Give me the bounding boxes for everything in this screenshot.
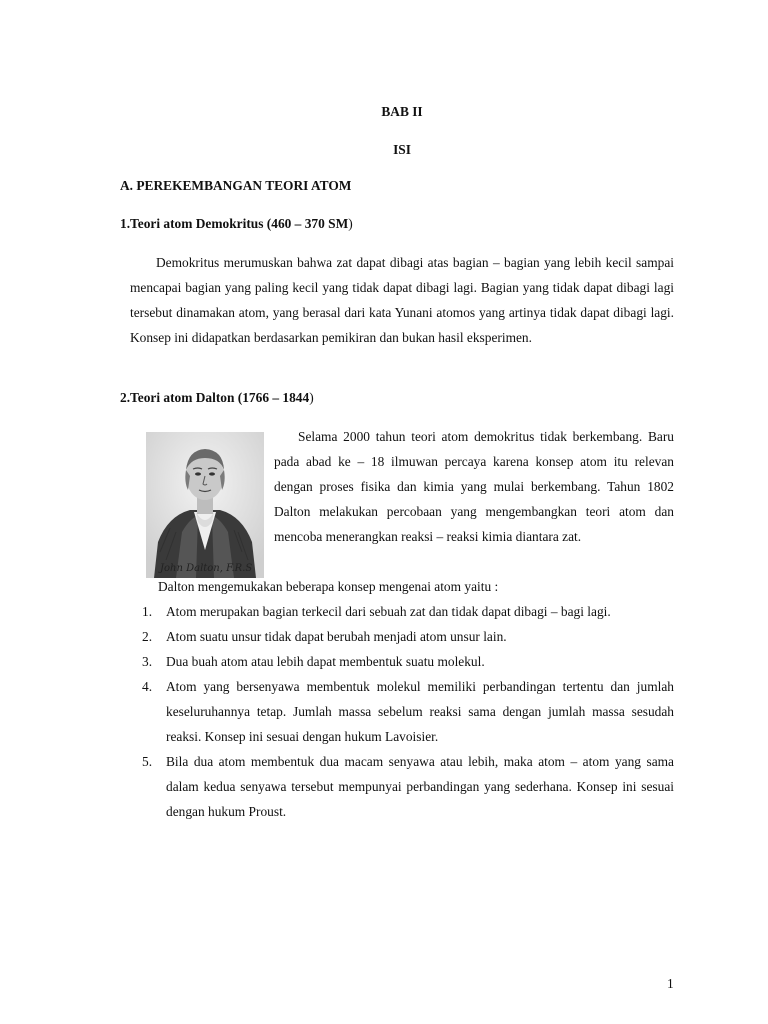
dalton-intro: Dalton mengemukakan beberapa konsep mengenai atom yaitu : [158,579,499,594]
dalton-portrait-drawing [146,432,264,578]
heading-a: A. PEREKEMBANGAN TEORI ATOM [120,178,352,193]
heading-demokritus [120,216,353,232]
list-item-number: 2. [142,629,153,644]
list-item [142,649,674,674]
heading-demokritus-close: ) [348,216,353,231]
dalton-paragraph: Selama 2000 tahun teori atom demokritus tidak berkembang. Baru pada abad ke – 18 ilmuwan percaya karena konsep atom itu relevan dengan proses fisika dan kimia yang mulai berkembang. Tahun 1802 Dalton melakukan percobaan yang mengembangkan teori atom dan mencoba menerangkan reaksi – reaksi kimia diantara zat. [274,429,674,544]
heading-dalton-close: ) [309,390,314,405]
list-item [142,624,674,649]
heading-dalton-text: 2.Teori atom Dalton (1766 – 1844 [120,390,310,405]
section-title: ISI [393,142,411,157]
list-item-text: Atom merupakan bagian terkecil dari sebuah zat dan tidak dapat dibagi – bagi lagi. [166,604,611,619]
list-item-text: Bila dua atom membentuk dua macam senyawa atau lebih, maka atom – atom yang sama dalam kedua senyawa tersebut mempunyai perbandingan yang sederhana. Konsep ini sesuai dengan hukum Proust. [166,754,674,819]
list-item-number: 4. [142,679,153,694]
list-item-text: Dua buah atom atau lebih dapat membentuk suatu molekul. [166,654,485,669]
list-item [142,674,674,749]
demokritus-paragraph: Demokritus merumuskan bahwa zat dapat dibagi atas bagian – bagian yang lebih kecil sampai mencapai bagian yang paling kecil yang tidak dapat dibagi lagi. Bagian yang tidak dapat dibagi lagi tersebut dinamakan atom, yang berasal dari kata Yunani atomos yang artinya tidak dapat dibagi lagi. Konsep ini didapatkan berdasarkan pemikiran dan bukan hasil eksperimen. [130,255,674,345]
list-item [142,599,674,624]
list-item-text: Atom suatu unsur tidak dapat berubah menjadi atom unsur lain. [166,629,507,644]
chapter-title: BAB II [381,104,423,119]
heading-dalton [120,390,314,406]
portrait-signature: John Dalton, F.R.S [160,563,253,574]
list-item-number: 3. [142,654,153,669]
dalton-portrait [146,432,264,578]
list-item [142,749,674,824]
list-item-number: 5. [142,754,153,769]
list-item-number: 1. [142,604,153,619]
heading-demokritus-text: 1.Teori atom Demokritus (460 – 370 SM [120,216,349,231]
dalton-concepts-list [142,599,674,824]
list-item-text: Atom yang bersenyawa membentuk molekul memiliki perbandingan tertentu dan jumlah keseluruhannya tetap. Jumlah massa sebelum reaksi sama dengan jumlah massa sesudah reaksi. Konsep ini sesuai dengan hukum Lavoisier. [166,679,674,744]
page-number: 1 [667,976,674,991]
